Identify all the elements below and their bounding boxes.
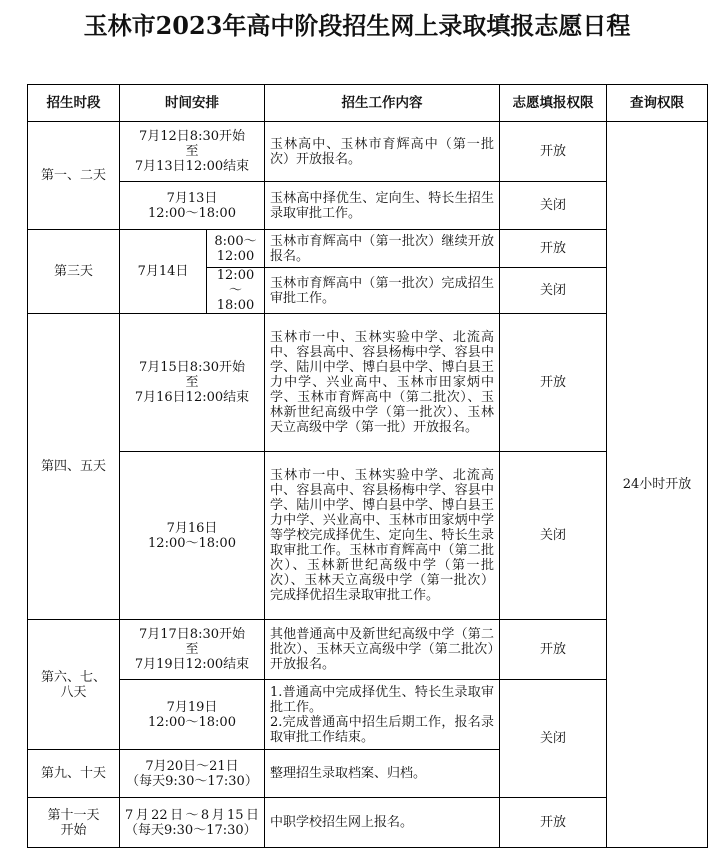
table-row	[28, 452, 708, 620]
page-title: 玉林市2023年高中阶段招生网上录取填报志愿日程	[83, 11, 631, 40]
table-row	[28, 182, 708, 230]
permission-cell: 关闭	[500, 268, 607, 314]
schedule-table	[27, 84, 708, 848]
time-cell: 7月12日8:30开始 至 7月13日12:00结束	[120, 122, 265, 182]
content-cell: 玉林市育辉高中（第一批次）继续开放报名。	[265, 230, 500, 268]
period-cell: 第一、二天	[28, 122, 120, 230]
permission-cell: 开放	[500, 798, 607, 848]
table-row	[28, 230, 708, 268]
header-content: 招生工作内容	[265, 85, 500, 122]
time-cell: 7月20日～21日 （每天9:30～17:30）	[120, 750, 265, 798]
query-permission-cell: 24小时开放	[607, 122, 708, 848]
time-cell: 7月15日8:30开始 至 7月16日12:00结束	[120, 314, 265, 452]
time-cell: 12:00～ 18:00	[207, 268, 265, 314]
time-cell: 7月13日 12:00～18:00	[120, 182, 265, 230]
table-row	[28, 798, 708, 848]
header-query-permission: 查询权限	[607, 85, 708, 122]
time-cell: 7月19日 12:00～18:00	[120, 680, 265, 750]
content-cell: 玉林高中、玉林市育辉高中（第一批次）开放报名。	[265, 122, 500, 182]
period-cell: 第六、七、 八天	[28, 620, 120, 750]
permission-cell: 关闭	[500, 452, 607, 620]
content-cell: 玉林市育辉高中（第一批次）完成招生审批工作。	[265, 268, 500, 314]
header-period: 招生时段	[28, 85, 120, 122]
content-cell: 其他普通高中及新世纪高级中学（第二批次）、玉林天立高级中学（第二批次）开放报名。	[265, 620, 500, 680]
permission-cell: 关闭	[500, 182, 607, 230]
table-row	[28, 680, 708, 750]
period-cell: 第十一天 开始	[28, 798, 120, 848]
content-cell: 玉林市一中、玉林实验中学、北流高中、容县高中、容县杨梅中学、容县中学、陆川中学、博白县中学、博白县王力中学、兴业高中、玉林市田家炳中学、玉林市育辉高中（第二批次）、玉林新世纪高级中学（第一批次）、玉林天立高级中学（第一批）开放报名。	[265, 314, 500, 452]
table-row	[28, 620, 708, 680]
header-fill-permission: 志愿填报权限	[500, 85, 607, 122]
time-cell: 7月22日～8月15日（每天9:30～17:30）	[120, 798, 265, 848]
content-cell: 中职学校招生网上报名。	[265, 798, 500, 848]
table-row	[28, 314, 708, 452]
time-cell: 7月16日 12:00～18:00	[120, 452, 265, 620]
content-cell: 整理招生录取档案、归档。	[265, 750, 500, 798]
period-cell: 第三天	[28, 230, 120, 314]
permission-cell: 开放	[500, 122, 607, 182]
content-cell: 玉林市一中、玉林实验中学、北流高中、容县高中、容县杨梅中学、容县中学、陆川中学、博白县中学、博白县王力中学、兴业高中、玉林市田家炳中学等学校完成择优生、定向生、特长生录取审批工作。玉林市育辉高中（第二批次）、玉林新世纪高级中学（第一批次）、玉林天立高级中学（第一批次）完成择优招生录取审批工作。	[265, 452, 500, 620]
permission-cell: 关闭	[500, 680, 607, 798]
period-cell: 第四、五天	[28, 314, 120, 620]
date-cell: 7月14日	[120, 230, 207, 314]
header-time: 时间安排	[120, 85, 265, 122]
table-header-row	[28, 85, 708, 122]
table-row	[28, 122, 708, 182]
permission-cell: 开放	[500, 230, 607, 268]
permission-cell: 开放	[500, 314, 607, 452]
permission-cell: 开放	[500, 620, 607, 680]
content-cell: 玉林高中择优生、定向生、特长生招生录取审批工作。	[265, 182, 500, 230]
time-cell: 8:00～ 12:00	[207, 230, 265, 268]
time-cell: 7月17日8:30开始 至 7月19日12:00结束	[120, 620, 265, 680]
period-cell: 第九、十天	[28, 750, 120, 798]
content-cell: 1.普通高中完成择优生、特长生录取审批工作。 2.完成普通高中招生后期工作，报名录取审批工作结束。	[265, 680, 500, 750]
